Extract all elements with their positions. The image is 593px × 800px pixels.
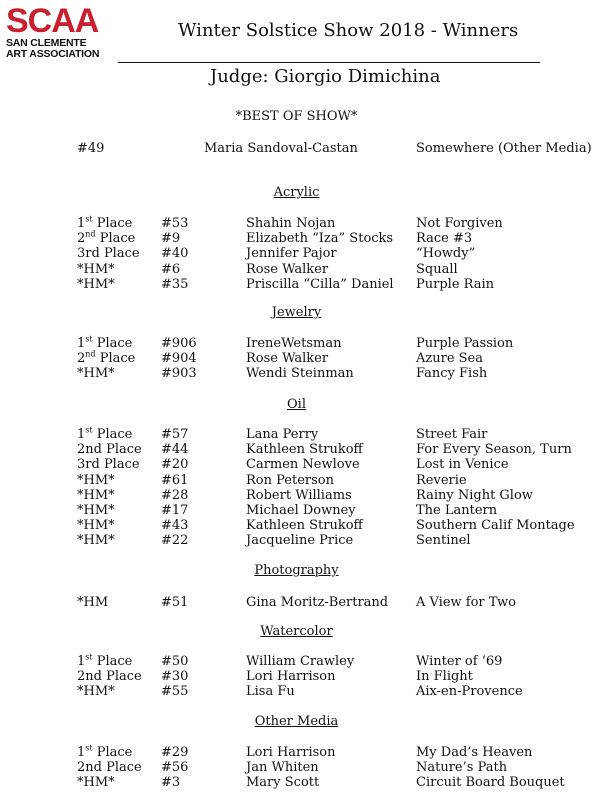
entry-artist: Priscilla “Cilla” Daniel — [246, 276, 394, 292]
result-row — [0, 262, 593, 277]
entry-place: *HM* — [77, 533, 115, 549]
entry-number: #28 — [161, 487, 189, 503]
entry-number: #29 — [161, 745, 189, 760]
entry-place: *HM* — [77, 261, 115, 277]
entry-place: 1st Place — [77, 214, 133, 231]
entry-number: #17 — [161, 503, 189, 518]
entry-title: My Dad’s Heaven — [416, 745, 533, 760]
result-row — [0, 669, 593, 684]
entry-number: #3 — [161, 775, 181, 791]
entry-title: Rainy Night Glow — [416, 487, 533, 503]
entry-artist: Shahin Nojan — [246, 216, 336, 231]
section-heading: Acrylic — [273, 185, 320, 200]
entry-number: #44 — [161, 442, 189, 458]
entry-artist: Kathleen Strukoff — [246, 442, 363, 458]
entry-artist: Robert Williams — [246, 487, 352, 503]
entry-title: Lost in Venice — [416, 457, 509, 473]
entry-number: #22 — [161, 533, 189, 549]
entry-title: Purple Rain — [416, 276, 495, 292]
entry-number: #43 — [161, 518, 189, 534]
entry-place: *HM* — [77, 276, 115, 292]
entry-title: Azure Sea — [416, 351, 483, 367]
section-heading: Photography — [254, 563, 339, 578]
entry-artist: Lori Harrison — [246, 669, 336, 685]
entry-place: 2nd Place — [77, 442, 142, 458]
entry-artist: Lori Harrison — [246, 745, 336, 760]
result-row — [0, 457, 593, 472]
result-row — [0, 246, 593, 261]
entry-title: Race #3 — [416, 231, 473, 247]
result-row — [0, 503, 593, 518]
entry-place: 2nd Place — [77, 229, 136, 247]
entry-place: *HM* — [77, 366, 115, 382]
entry-artist: Carmen Newlove — [246, 457, 360, 473]
entry-artist: Rose Walker — [246, 351, 329, 367]
entry-number: #906 — [161, 336, 197, 351]
entry-place: *HM* — [77, 472, 115, 488]
entry-place: 3rd Place — [77, 457, 140, 473]
entry-place: 2nd Place — [77, 760, 142, 776]
result-row — [0, 351, 593, 366]
judge-line: Judge: Giorgio Dimichina — [210, 66, 441, 87]
page-title: Winter Solstice Show 2018 - Winners — [178, 20, 519, 41]
entry-place: 1st Place — [77, 334, 133, 351]
entry-title: Street Fair — [416, 427, 488, 442]
title-divider — [118, 62, 540, 63]
entry-number: #6 — [161, 261, 181, 277]
result-row — [0, 473, 593, 488]
entry-title: Somewhere (Other Media) — [416, 141, 592, 156]
entry-title: Nature’s Path — [416, 760, 508, 776]
entry-number: #53 — [161, 216, 189, 231]
best-of-show-heading: *BEST OF SHOW* — [235, 109, 358, 124]
entry-artist: Lisa Fu — [246, 684, 295, 700]
entry-number: #35 — [161, 276, 189, 292]
entry-number: #61 — [161, 472, 189, 488]
entry-number: #49 — [77, 141, 105, 156]
scaa-logo — [6, 4, 106, 60]
result-row — [0, 216, 593, 231]
result-row — [0, 277, 593, 292]
entry-number: #50 — [161, 654, 189, 669]
entry-place: *HM* — [77, 487, 115, 503]
entry-place: 1st Place — [77, 652, 133, 669]
entry-place: *HM* — [77, 775, 115, 791]
entry-place: 1st Place — [77, 743, 133, 760]
entry-title: “Howdy” — [416, 246, 476, 262]
entry-title: A View for Two — [416, 595, 516, 610]
entry-number: #903 — [161, 366, 197, 382]
result-row — [0, 654, 593, 669]
entry-place: *HM — [77, 595, 109, 610]
entry-title: Squall — [416, 261, 458, 277]
result-row — [0, 775, 593, 790]
entry-number: #55 — [161, 684, 189, 700]
entry-title: Purple Passion — [416, 336, 514, 351]
entry-artist: Maria Sandoval-Castan — [204, 141, 358, 156]
result-row — [0, 595, 593, 610]
entry-title: Not Forgiven — [416, 216, 503, 231]
result-row — [0, 684, 593, 699]
section-heading: Watercolor — [260, 624, 333, 639]
entry-number: #56 — [161, 760, 189, 776]
result-row — [0, 760, 593, 775]
section-heading: Jewelry — [271, 305, 322, 320]
result-row — [0, 745, 593, 760]
entry-artist: Wendi Steinman — [246, 366, 354, 382]
entry-artist: Gina Moritz-Bertrand — [246, 595, 389, 610]
entry-place: *HM* — [77, 503, 115, 518]
result-row — [0, 336, 593, 351]
entry-title: Circuit Board Bouquet — [416, 775, 565, 791]
entry-title: Winter of ‘69 — [416, 654, 503, 669]
entry-place: *HM* — [77, 518, 115, 534]
result-row — [0, 488, 593, 503]
result-row — [0, 231, 593, 246]
logo-line-1: SAN CLEMENTE — [6, 37, 87, 49]
entry-artist: Rose Walker — [246, 261, 329, 277]
entry-artist: Jacqueline Price — [246, 533, 354, 549]
result-row — [0, 442, 593, 457]
best-of-show-row — [0, 141, 593, 156]
entry-title: Aix-en-Provence — [416, 684, 523, 700]
section-heading: Other Media — [254, 714, 339, 729]
entry-artist: Lana Perry — [246, 427, 319, 442]
entry-place: 2nd Place — [77, 349, 136, 367]
entry-artist: IreneWetsman — [246, 336, 342, 351]
entry-number: #51 — [161, 595, 189, 610]
entry-place: *HM* — [77, 684, 115, 700]
entry-title: Reverie — [416, 472, 467, 488]
entry-title: In Flight — [416, 669, 473, 685]
entry-number: #904 — [161, 351, 197, 367]
entry-place: 1st Place — [77, 425, 133, 442]
entry-artist: Michael Downey — [246, 503, 356, 518]
logo-wordmark: SCAA — [6, 2, 99, 40]
entry-artist: Kathleen Strukoff — [246, 518, 363, 534]
result-row — [0, 518, 593, 533]
entry-artist: Jan Whiten — [246, 760, 319, 776]
entry-place: 2nd Place — [77, 669, 142, 685]
entry-number: #9 — [161, 231, 181, 247]
entry-artist: Elizabeth “Iza” Stocks — [246, 231, 394, 247]
entry-place: 3rd Place — [77, 246, 140, 262]
entry-number: #30 — [161, 669, 189, 685]
entry-title: Sentinel — [416, 533, 471, 549]
entry-artist: Jennifer Pajor — [246, 246, 337, 262]
entry-title: The Lantern — [416, 503, 498, 518]
entry-number: #20 — [161, 457, 189, 473]
entry-artist: Mary Scott — [246, 775, 320, 791]
entry-title: For Every Season, Turn — [416, 442, 572, 458]
entry-artist: William Crawley — [246, 654, 355, 669]
entry-title: Southern Calif Montage — [416, 518, 575, 534]
result-row — [0, 427, 593, 442]
section-heading: Oil — [287, 397, 306, 412]
entry-title: Fancy Fish — [416, 366, 488, 382]
entry-number: #57 — [161, 427, 189, 442]
entry-artist: Ron Peterson — [246, 472, 334, 488]
result-row — [0, 366, 593, 381]
result-row — [0, 533, 593, 548]
logo-line-2: ART ASSOCIATION — [6, 48, 100, 60]
entry-number: #40 — [161, 246, 189, 262]
